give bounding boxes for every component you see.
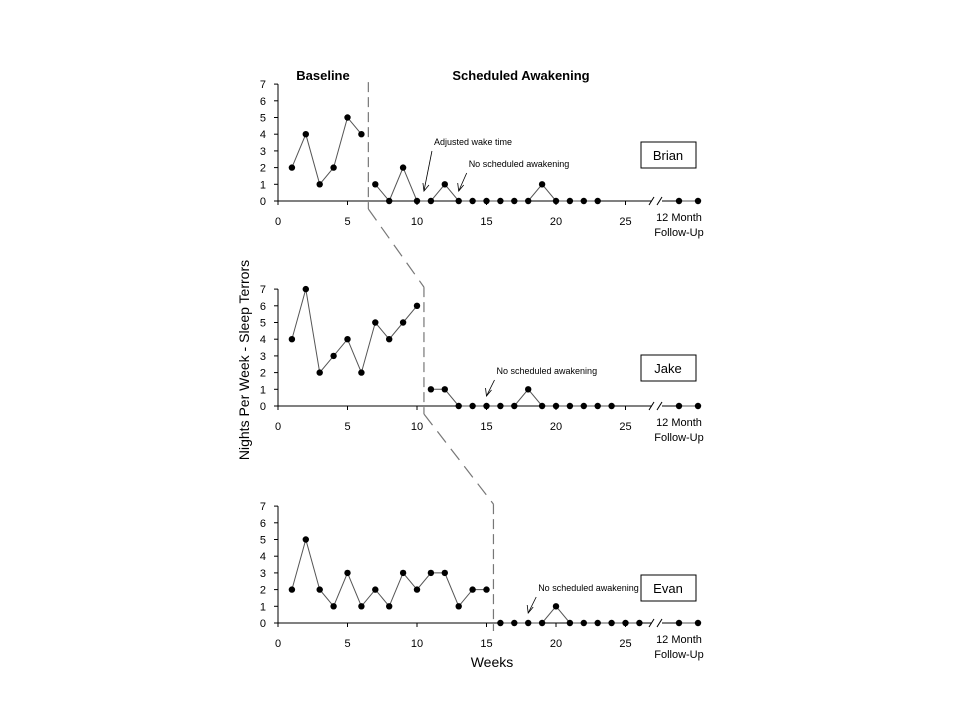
baseline-point <box>386 336 392 342</box>
panel-jake <box>260 284 704 444</box>
treatment-point <box>581 198 587 204</box>
y-tick-label: 7 <box>259 79 266 92</box>
y-tick-label: 1 <box>259 601 266 614</box>
x-tick-label: 5 <box>344 216 351 228</box>
y-tick-label: 3 <box>259 350 266 363</box>
baseline-point <box>344 114 350 120</box>
treatment-point <box>372 181 378 187</box>
treatment-point <box>386 198 392 204</box>
annotation-label: No scheduled awakening <box>496 366 598 376</box>
baseline-point <box>289 586 295 592</box>
baseline-point <box>317 369 323 375</box>
y-tick-label: 2 <box>259 162 266 175</box>
treatment-point <box>608 620 614 626</box>
annotation-label: Adjusted wake time <box>433 137 512 147</box>
treatment-point <box>497 403 503 409</box>
treatment-point <box>567 403 573 409</box>
baseline-point <box>469 586 475 592</box>
treatment-point <box>581 620 587 626</box>
treatment-point <box>497 620 503 626</box>
treatment-point <box>553 603 559 609</box>
follow-up-label: Follow-Up <box>654 432 704 444</box>
baseline-point <box>303 536 309 542</box>
treatment-point <box>442 386 448 392</box>
x-tick-label: 25 <box>619 638 632 650</box>
x-tick-label: 10 <box>410 638 424 650</box>
y-tick-label: 6 <box>259 300 266 313</box>
baseline-point <box>386 603 392 609</box>
y-tick-label: 1 <box>259 179 266 192</box>
y-tick-label: 0 <box>259 401 266 413</box>
treatment-point <box>511 198 517 204</box>
y-tick-label: 5 <box>259 534 266 547</box>
axis-break-mark <box>657 402 662 410</box>
treatment-point <box>567 620 573 626</box>
treatment-point <box>497 198 503 204</box>
phase-label-baseline: Baseline <box>296 68 350 83</box>
treatment-point <box>456 198 462 204</box>
x-tick-label: 20 <box>549 216 563 228</box>
treatment-point <box>428 386 434 392</box>
baseline-point <box>414 303 420 309</box>
baseline-point <box>400 319 406 325</box>
baseline-point <box>442 570 448 576</box>
baseline-point <box>317 586 323 592</box>
annotation-arrow <box>459 173 467 191</box>
treatment-point <box>456 403 462 409</box>
baseline-line <box>292 118 362 185</box>
y-tick-label: 7 <box>259 284 266 297</box>
y-tick-label: 0 <box>259 196 266 208</box>
phase-label-scheduled-awakening: Scheduled Awakening <box>452 68 590 83</box>
y-tick-label: 4 <box>259 551 266 564</box>
x-tick-label: 0 <box>274 638 282 650</box>
x-tick-label: 5 <box>344 638 351 650</box>
baseline-point <box>358 369 364 375</box>
participant-name: Jake <box>654 361 682 376</box>
annotation-arrow <box>424 151 432 191</box>
treatment-point <box>567 198 573 204</box>
treatment-point <box>539 403 545 409</box>
panel-evan <box>260 501 704 661</box>
treatment-point <box>511 620 517 626</box>
y-tick-label: 2 <box>259 584 266 597</box>
x-tick-label: 10 <box>410 421 424 433</box>
treatment-point <box>483 198 489 204</box>
x-axis-title: Weeks <box>470 654 514 670</box>
treatment-point <box>483 403 489 409</box>
annotation-label: No scheduled awakening <box>468 159 570 169</box>
x-tick-label: 25 <box>619 421 632 433</box>
x-tick-label: 10 <box>410 216 424 228</box>
baseline-point <box>456 603 462 609</box>
treatment-point <box>442 181 448 187</box>
y-tick-label: 5 <box>259 112 266 125</box>
treatment-point <box>400 164 406 170</box>
x-tick-label: 0 <box>274 421 282 433</box>
annotation-label: No scheduled awakening <box>538 583 639 593</box>
baseline-point <box>344 570 350 576</box>
treatment-point <box>608 403 614 409</box>
treatment-point <box>595 620 601 626</box>
treatment-point <box>428 198 434 204</box>
treatment-line <box>375 168 597 201</box>
x-tick-label: 15 <box>480 638 493 650</box>
baseline-line <box>292 540 487 607</box>
baseline-point <box>483 586 489 592</box>
panels-group <box>260 79 704 661</box>
treatment-point <box>511 403 517 409</box>
x-tick-label: 5 <box>344 421 351 433</box>
follow-up-point <box>676 620 682 626</box>
treatment-point <box>525 198 531 204</box>
follow-up-label: 12 Month <box>656 212 702 224</box>
baseline-point <box>303 131 309 137</box>
treatment-point <box>581 403 587 409</box>
baseline-point <box>289 336 295 342</box>
y-tick-label: 4 <box>259 334 266 347</box>
follow-up-label: 12 Month <box>656 417 702 429</box>
follow-up-point <box>695 620 701 626</box>
y-tick-label: 3 <box>259 567 266 580</box>
follow-up-label: 12 Month <box>656 634 702 646</box>
baseline-point <box>344 336 350 342</box>
y-tick-label: 2 <box>259 367 266 380</box>
baseline-point <box>289 164 295 170</box>
treatment-point <box>539 181 545 187</box>
baseline-point <box>428 570 434 576</box>
baseline-point <box>358 603 364 609</box>
follow-up-point <box>695 403 701 409</box>
treatment-point <box>595 403 601 409</box>
annotation-arrow <box>487 380 495 396</box>
x-tick-label: 15 <box>480 421 493 433</box>
annotation-arrow <box>528 597 536 613</box>
follow-up-point <box>676 198 682 204</box>
panel-brian <box>260 79 704 239</box>
treatment-point <box>553 198 559 204</box>
x-tick-label: 25 <box>619 216 632 228</box>
participant-name: Brian <box>652 148 684 163</box>
y-tick-label: 3 <box>259 145 266 158</box>
baseline-point <box>330 164 336 170</box>
treatment-point <box>636 620 642 626</box>
baseline-point <box>303 286 309 292</box>
treatment-point <box>539 620 545 626</box>
baseline-point <box>372 586 378 592</box>
baseline-point <box>330 353 336 359</box>
follow-up-point <box>676 403 682 409</box>
baseline-point <box>358 131 364 137</box>
y-tick-label: 0 <box>259 618 266 630</box>
y-axis-title: Nights Per Week - Sleep Terrors <box>236 259 252 461</box>
x-tick-label: 15 <box>480 216 493 228</box>
follow-up-point <box>695 198 701 204</box>
baseline-point <box>414 586 420 592</box>
y-tick-label: 6 <box>259 95 266 108</box>
treatment-point <box>595 198 601 204</box>
participant-name: Evan <box>653 581 683 596</box>
follow-up-label: Follow-Up <box>654 649 704 661</box>
axis-break-mark <box>657 197 662 205</box>
x-tick-label: 20 <box>549 638 563 650</box>
y-tick-label: 4 <box>259 129 266 142</box>
baseline-point <box>317 181 323 187</box>
x-tick-label: 0 <box>274 216 282 228</box>
treatment-point <box>414 198 420 204</box>
treatment-point <box>469 403 475 409</box>
y-tick-label: 5 <box>259 317 266 330</box>
x-tick-label: 20 <box>549 421 563 433</box>
treatment-point <box>469 198 475 204</box>
y-tick-label: 1 <box>259 384 266 397</box>
treatment-point <box>622 620 628 626</box>
baseline-line <box>292 289 417 373</box>
annotation-arrow-head <box>423 183 429 191</box>
treatment-point <box>553 403 559 409</box>
treatment-point <box>525 620 531 626</box>
baseline-point <box>372 319 378 325</box>
axis-break-mark <box>657 619 662 627</box>
baseline-point <box>400 570 406 576</box>
treatment-point <box>525 386 531 392</box>
baseline-point <box>330 603 336 609</box>
follow-up-label: Follow-Up <box>654 227 704 239</box>
y-tick-label: 6 <box>259 517 266 530</box>
y-tick-label: 7 <box>259 501 266 514</box>
